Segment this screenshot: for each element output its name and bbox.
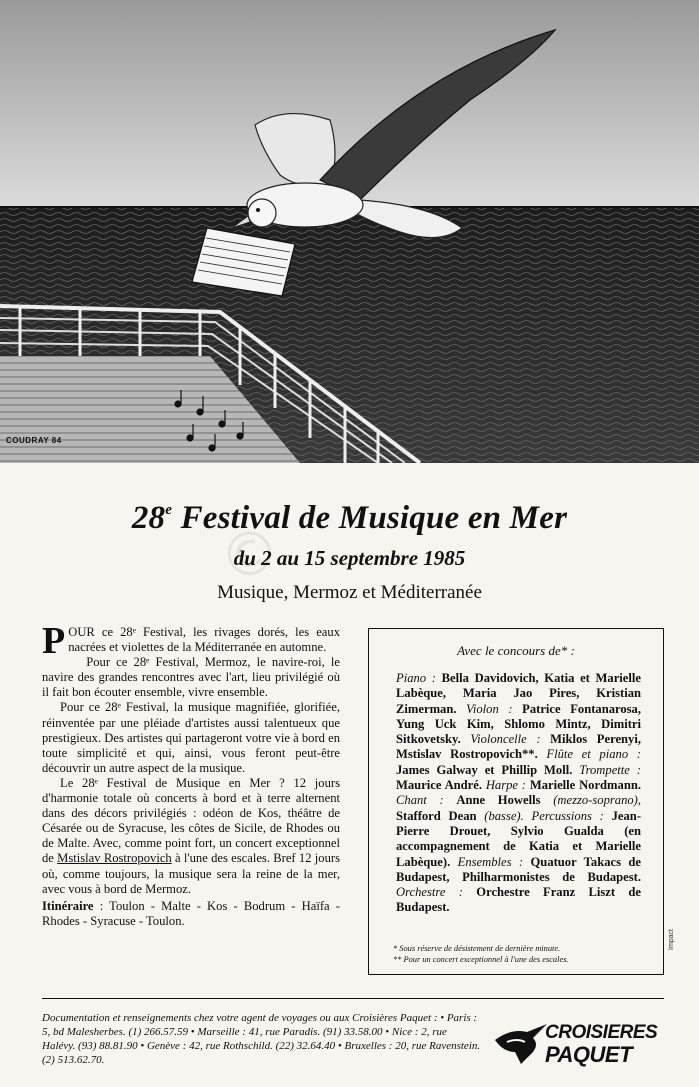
paragraph-2: Pour ce 28ᵉ Festival, Mermoz, le navire-roi, le navire des grandes rencontres avec l'art, lieu privilégié où il fait bon écouter ensemble, vivre ensemble. <box>42 655 340 700</box>
artist-names: Stafford Dean <box>396 808 485 823</box>
rostropovich-name: Mstislav Rostropovich <box>57 851 172 866</box>
artist-role: (basse). <box>484 808 532 823</box>
artist-names: Patrice Fontanarosa, Yung Uck Kim, Shlomo Mintz, Dimitri Sitkovetsky. <box>396 701 641 747</box>
watermark: © <box>210 512 290 598</box>
festival-dates: du 2 au 15 septembre 1985 <box>233 546 466 570</box>
artist-names: Maurice André. <box>396 778 486 793</box>
artist-role: Ensembles : <box>457 854 531 869</box>
paragraph-3: Pour ce 28ᵉ Festival, la musique magnifiée, glorifiée, réinventée par une pléiade d'artistes aussi talentueux que prestigieux. Des artistes qui partageront votre vie à bord en toute simplicité et qui, ainsi, vous feront peut-être découvrir un autre aspect de la musique. <box>42 700 340 775</box>
paragraph-1: POUR ce 28ᵉ Festival, les rivages dorés, les eaux nacrées et violettes de la Méditerranée en automne. <box>42 620 340 662</box>
festival-title: 28e Festival de Musique en Mer <box>131 500 568 536</box>
artists-box <box>368 628 664 975</box>
croisieres-paquet-logo <box>493 1018 673 1068</box>
dropcap: P <box>42 620 66 662</box>
footnotes <box>393 943 655 965</box>
artist-signature: COUDRAY 84 <box>6 436 62 445</box>
artist-names: Anne Howells <box>456 793 554 808</box>
seagull-illustration <box>0 0 699 463</box>
footnote-2: ** Pour un concert exceptionnel à l'une des escales. <box>393 955 569 964</box>
itinerary: Itinéraire : Toulon - Malte - Kos - Bodrum - Haïfa - Rhodes - Syracuse - Toulon. <box>42 898 340 928</box>
logo-line-1: CROISIERES <box>545 1022 658 1043</box>
footnote-1: * Sous réserve de désistement de dernière minute. <box>393 944 561 953</box>
artist-names: Miklos Perenyi, Mstislav Rostropovich**. <box>396 732 641 762</box>
side-credit: Impact <box>668 928 675 950</box>
paragraph-4: Le 28ᵉ Festival de Musique en Mer ? 12 jours d'harmonie totale où concerts à bord et à terre alternent dans des décors privilégiés : odéon de Kos, théâtre de Césarée ou de Syracuse, les côtes de Sicile, de Rhodes ou de Malte. Avec, comme point fort, un concert exceptionnel de Mstislav Rostropovich à l'une des escales. Bref 12 jours où, comme toujours, la musique sera la reine de la mer, avec vous à bord de Mermoz. <box>42 775 340 896</box>
artist-role: Violon : <box>466 701 523 716</box>
artist-role: Chant : <box>396 793 457 808</box>
artist-role: Percussions : <box>531 808 612 823</box>
artist-names: Jean-Pierre Drouet, Sylvio Gualda (en accompagnement de Katia et Marielle Labèque). <box>396 808 642 869</box>
footer-contact-text: Documentation et renseignements chez votre agent de voyages ou aux Croisières Paquet : • Paris : 5, bd Malesherbes. (1) 266.57.59 • Marseille : 41, rue Paradis. (91) 33.58.00 • Nice : 2, rue Halévy. (93) 88.81.90 • Genève : 42, rue Rothschild. (22) 32.64.40 • Bruxelles : 20, rue Ravenstein. (2) 513.62.70. <box>42 1012 481 1066</box>
sea-deck-drawing <box>0 0 699 463</box>
artist-names: Bella Davidovich, Katia et Marielle Labèque, Maria Jao Pires, Kristian Zimerman. <box>396 671 641 716</box>
artist-role: Flûte et piano : <box>546 747 641 762</box>
intro-text-column <box>42 620 340 929</box>
artist-names: James Galway et Phillip Moll. <box>396 762 580 777</box>
title-superscript: e <box>165 502 173 518</box>
box-heading: Avec le concours de* : <box>457 643 575 658</box>
artist-names: Orchestre Franz Liszt de Budapest. <box>396 885 641 915</box>
artist-names: Marielle Nordmann. <box>529 778 641 793</box>
artist-names: Quatuor Takacs de Budapest, Philharmonistes de Budapest. <box>396 854 641 884</box>
logo-line-2: PAQUET <box>545 1042 633 1067</box>
bird-logo-icon <box>493 1022 549 1066</box>
festival-subtitle: Musique, Mermoz et Méditerranée <box>217 582 482 603</box>
artist-list <box>396 671 641 916</box>
artist-role: Harpe : <box>485 778 530 793</box>
artist-role: Violoncelle : <box>470 732 551 747</box>
artist-role: Piano : <box>396 671 442 685</box>
footer-divider <box>42 998 664 999</box>
artist-role: (mezzo-soprano), <box>553 793 642 808</box>
artist-role: Orchestre : <box>396 885 477 900</box>
artist-role: Trompette : <box>579 762 641 777</box>
